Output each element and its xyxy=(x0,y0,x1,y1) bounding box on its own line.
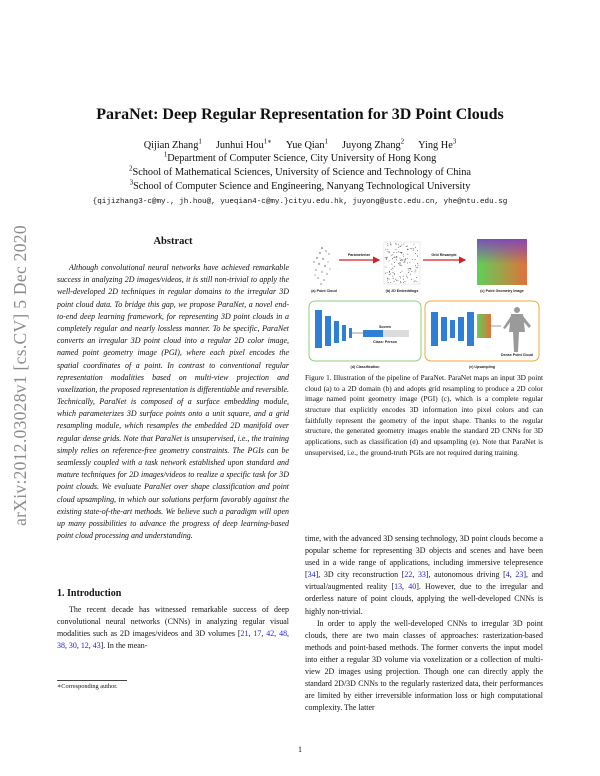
embedding-point xyxy=(390,243,391,244)
affiliation-2: $^2$School of Mathematical Sciences, University of Science and Technology of China xyxy=(128,164,471,178)
embedding-point xyxy=(400,252,401,253)
embedding-point xyxy=(389,279,390,280)
author-list xyxy=(0,137,600,151)
paragraph-right-1: time, with the advanced 3D sensing technology, 3D point clouds become a popular scheme for representing 3D objects and scenes and have been used in a wide range of applications, including immersive telepresence [34], 3D city reconstruction [22, 33], autonomous driving [4, 23], and virtual/augmented reality [13, 40]. However, due to the irregular and orderless nature of point clouds, applying the well-developed CNNs is highly non-trivial. xyxy=(305,534,544,616)
embedding-point xyxy=(385,257,386,258)
embedding-point xyxy=(406,276,407,277)
embedding-point xyxy=(406,246,407,247)
footnote: ∗Corresponding author. xyxy=(57,683,118,690)
panel-label-e: (e) Upsampling xyxy=(469,365,495,369)
embedding-point xyxy=(396,256,397,257)
author-name: Juyong Zhang$^2$ xyxy=(342,137,405,151)
embedding-point xyxy=(410,274,411,275)
embedding-point xyxy=(396,280,397,281)
embedding-point xyxy=(399,276,400,277)
embedding-point xyxy=(387,245,388,246)
embedding-point xyxy=(395,279,396,280)
embedding-point xyxy=(414,281,415,282)
grid-resample-label: Grid Resample xyxy=(431,253,457,257)
embedding-point xyxy=(390,282,391,283)
panel-label-c: (c) Point Geometry Image xyxy=(480,289,524,293)
embedding-point xyxy=(403,256,404,257)
embedding-point xyxy=(411,248,412,249)
affiliation-3: $^3$School of Computer Science and Engineering, Nanyang Technological University xyxy=(129,178,471,192)
citation-link[interactable]: 13 xyxy=(394,582,403,592)
embedding-point xyxy=(394,252,395,253)
embedding-point xyxy=(417,250,418,251)
embedding-point xyxy=(387,278,388,279)
embedding-point xyxy=(387,280,388,281)
embedding-point xyxy=(405,281,406,282)
embedding-point xyxy=(415,259,416,260)
author-name: Yue Qian$^1$ xyxy=(285,137,329,151)
embedding-point xyxy=(391,255,392,256)
citation-link[interactable]: 12 xyxy=(80,641,89,651)
page-number: 1 xyxy=(298,745,302,754)
citation-link[interactable]: 22 xyxy=(404,570,413,580)
embedding-point xyxy=(392,258,393,259)
author-name: Qijian Zhang$^1$ xyxy=(143,137,202,151)
embedding-point xyxy=(389,274,390,275)
embedding-point xyxy=(408,249,409,250)
embedding-point xyxy=(401,245,402,246)
embedding-point xyxy=(385,249,386,250)
embedding-point xyxy=(400,260,401,261)
figure-1 xyxy=(305,234,543,372)
embedding-point xyxy=(391,264,392,265)
embedding-point xyxy=(388,282,389,283)
dense-point-cloud-label: Dense Point Cloud xyxy=(501,353,533,357)
scores-label: Scores xyxy=(379,325,391,329)
embedding-point xyxy=(403,259,404,260)
citation-link[interactable]: 33 xyxy=(417,570,426,580)
embedding-point xyxy=(399,265,400,266)
citation-link[interactable]: 21 xyxy=(240,629,249,639)
footnote-rule xyxy=(57,680,127,681)
embedding-point xyxy=(394,281,395,282)
embedding-point xyxy=(388,252,389,253)
embedding-point xyxy=(386,259,387,260)
embedding-point xyxy=(416,281,417,282)
citation-link[interactable]: 4 xyxy=(505,570,510,580)
citation-link[interactable]: 30 xyxy=(68,641,77,651)
panel-label-b: (b) 2D Embeddings xyxy=(385,289,419,293)
embedding-point xyxy=(387,272,388,273)
embedding-point xyxy=(403,282,404,283)
embedding-point xyxy=(415,265,416,266)
embedding-point xyxy=(393,278,394,279)
embedding-point xyxy=(396,257,397,258)
panel-label-d: (d) Classification xyxy=(350,365,380,369)
embedding-point xyxy=(395,249,396,250)
embedding-point xyxy=(407,263,408,264)
citation-link[interactable]: 48 xyxy=(279,629,288,639)
citation-link[interactable]: 43 xyxy=(92,641,101,651)
embedding-point xyxy=(402,260,403,261)
embedding-point xyxy=(407,246,408,247)
embedding-point xyxy=(409,270,410,271)
embedding-point xyxy=(401,253,402,254)
embedding-point xyxy=(392,272,393,273)
paper-title: ParaNet: Deep Regular Representation for 3D Point Clouds xyxy=(96,106,504,123)
embedding-point xyxy=(398,244,399,245)
citation-link[interactable]: 42 xyxy=(266,629,275,639)
embedding-point xyxy=(389,252,390,253)
right-column-text xyxy=(305,533,543,714)
citation-link[interactable]: 17 xyxy=(253,629,262,639)
embedding-point xyxy=(386,257,387,258)
embedding-point xyxy=(400,246,401,247)
paragraph-right-2: In order to apply the well-developed CNNs to irregular 3D point clouds, there are two main classes of approaches: rasterization-based methods and point-based methods. The former converts the input model into either a regular 3D volume via voxelization or a collection of multi-view 2D images using projection. Though one can directly apply the standard 2D/3D CNNs to the regularly rasterized data, their performances are limited by either irreversible information loss or high computational complexity. The latter xyxy=(305,618,543,713)
embedding-point xyxy=(400,281,401,282)
embedding-point xyxy=(407,254,408,255)
embedding-point xyxy=(416,267,417,268)
embedding-point xyxy=(396,259,397,260)
embedding-point xyxy=(416,277,417,278)
citation-link[interactable]: 23 xyxy=(515,570,524,580)
embedding-point xyxy=(413,250,414,251)
embedding-point xyxy=(417,267,418,268)
embedding-point xyxy=(409,268,410,269)
embedding-point xyxy=(415,247,416,248)
embedding-point xyxy=(394,273,395,274)
figure-1-caption: Figure 1. Illustration of the pipeline of ParaNet. ParaNet maps an input 3D point cloud (a) to a 2D domain (b) and adopts grid resampling to produce a 2D color image named point geometry image (PGI) (c), which is a complete regular structure that explicitly encodes 3D information into pixel colors and can faithfully represent the geometry of the input shape. Thanks to the regular structure, the generated geometry images enable the standard 2D CNNs for 3D applications, such as classification (d) and upsampling (e). Note that ParaNet is unsupervised, i.e., the ground-truth PGIs are not required during training. xyxy=(305,373,543,457)
embedding-point xyxy=(408,272,409,273)
embedding-point xyxy=(396,252,397,253)
embedding-point xyxy=(405,261,406,262)
embedding-point xyxy=(400,277,401,278)
embedding-point xyxy=(415,280,416,281)
embedding-point xyxy=(386,258,387,259)
embedding-point xyxy=(403,276,404,277)
embedding-point xyxy=(398,280,399,281)
embedding-point xyxy=(390,244,391,245)
embedding-point xyxy=(387,249,388,250)
citation-link[interactable]: 38 xyxy=(57,641,65,651)
embedding-point xyxy=(403,279,404,280)
embedding-point xyxy=(399,258,400,259)
abstract-text: Although convolutional neural networks have achieved remarkable success in analyzing 2D images/videos, it is still non-trivial to apply the well-developed 2D techniques in regular domains to the irregular 3D point cloud data. To bridge this gap, we propose ParaNet, a novel end-to-end deep learning framework, for representing 3D point clouds in a completely regular and nearly lossless manner. To be specific, ParaNet converts an irregular 3D point cloud into a regular 2D color image, named point geometry image (PGI), where each pixel encodes the spatial coordinates of a point. In contrast to conventional regular representation modalities based on multi-view projection and voxelization, the proposed representation is differentiable and reversible. Technically, ParaNet is composed of a surface embedding module, which parameterizes 3D surface points onto a unit square, and a grid resampling module, which resamples the embedded 2D manifold over regular dense grids. Note that ParaNet is unsupervised, i.e., the training simply relies on reference-free geometry constraints. The PGIs can be seamlessly coupled with a task network established upon standard and mature techniques for 2D images/videos to realize a specific task for 3D point clouds. We evaluate ParaNet over shape classification and point cloud upsampling, in which our solutions perform favorably against the existing state-of-the-art methods. We believe such a paradigm will open up many possibilities to advance the progress of deep learning-based point cloud processing and understanding. xyxy=(57,263,289,541)
embedding-point xyxy=(389,271,390,272)
embedding-point xyxy=(387,243,388,244)
cnn-upsampling-blocks xyxy=(431,312,501,346)
introduction-text: The recent decade has witnessed remarkable success of deep convolutional neural networks (CNNs) in analyzing regular visual modalities such as 2D images/videos and 3D volumes [21, 17, 42, 48, 38, 30, 12, 43]. In the mean- xyxy=(57,605,290,651)
embedding-point xyxy=(410,248,411,249)
embedding-point xyxy=(417,263,418,264)
embedding-point xyxy=(417,256,418,257)
embedding-point xyxy=(403,244,404,245)
parameterize-label: Parameterize xyxy=(347,253,371,257)
embedding-point xyxy=(413,244,414,245)
embedding-point xyxy=(409,262,410,263)
author-name: Junhui Hou$^{1∗}$ xyxy=(215,137,272,151)
embedding-point xyxy=(413,248,414,249)
embedding-point xyxy=(392,254,393,255)
citation-link[interactable]: 40 xyxy=(408,582,417,592)
pgi-overlay xyxy=(477,239,527,285)
embedding-point xyxy=(387,251,388,252)
embedding-point xyxy=(394,266,395,267)
embedding-point xyxy=(394,257,395,258)
embedding-point xyxy=(392,268,393,269)
embedding-box xyxy=(384,242,420,284)
embedding-point xyxy=(415,271,416,272)
embedding-point xyxy=(404,260,405,261)
embedding-point xyxy=(392,276,393,277)
embedding-point xyxy=(404,262,405,263)
embedding-point xyxy=(407,258,408,259)
embedding-point xyxy=(400,282,401,283)
author-emails: {qijizhang3-c@my., jh.hou@, yueqian4-c@my.}cityu.edu.hk, juyong@ustc.edu.cn, yhe@ntu.edu.sg xyxy=(92,198,508,206)
embedding-point xyxy=(401,265,402,266)
embedding-point xyxy=(407,277,408,278)
embedding-point xyxy=(408,268,409,269)
class-person-label: Class: Person xyxy=(373,340,397,344)
embedding-point xyxy=(385,273,386,274)
section-heading-introduction: 1. Introduction xyxy=(57,588,122,599)
embedding-point xyxy=(418,265,419,266)
embedding-point xyxy=(401,271,402,272)
embedding-point xyxy=(390,273,391,274)
embedding-point xyxy=(398,247,399,248)
embedding-point xyxy=(394,262,395,263)
arxiv-watermark: arXiv:2012.03028v1 [cs.CV] 5 Dec 2020 xyxy=(9,224,30,526)
embedding-point xyxy=(398,263,399,264)
figure-1-graphic xyxy=(305,234,543,372)
embedding-point xyxy=(396,244,397,245)
citation-link[interactable]: 34 xyxy=(307,570,316,580)
embedding-point xyxy=(411,279,412,280)
embedding-point xyxy=(398,251,399,252)
embedding-point xyxy=(399,262,400,263)
abstract-heading: Abstract xyxy=(153,236,193,247)
embedding-point xyxy=(405,258,406,259)
embedding-point xyxy=(401,259,402,260)
embedding-point xyxy=(412,259,413,260)
embedding-point xyxy=(389,260,390,261)
dense-point-cloud-figure xyxy=(503,307,531,352)
affiliation-1: $^1$Department of Computer Science, City University of Hong Kong xyxy=(163,150,437,164)
point-cloud-sketch xyxy=(313,247,330,284)
embedding-point xyxy=(391,269,392,270)
embedding-point xyxy=(411,271,412,272)
panel-label-a: (a) Point Cloud xyxy=(311,289,337,293)
embedding-point xyxy=(400,272,401,273)
embedding-point xyxy=(415,270,416,271)
embedding-point xyxy=(415,253,416,254)
embedding-point xyxy=(410,268,411,269)
author-name: Ying He$^3$ xyxy=(418,137,457,151)
embedding-point xyxy=(400,265,401,266)
embedding-point xyxy=(386,267,387,268)
embedding-point xyxy=(403,254,404,255)
